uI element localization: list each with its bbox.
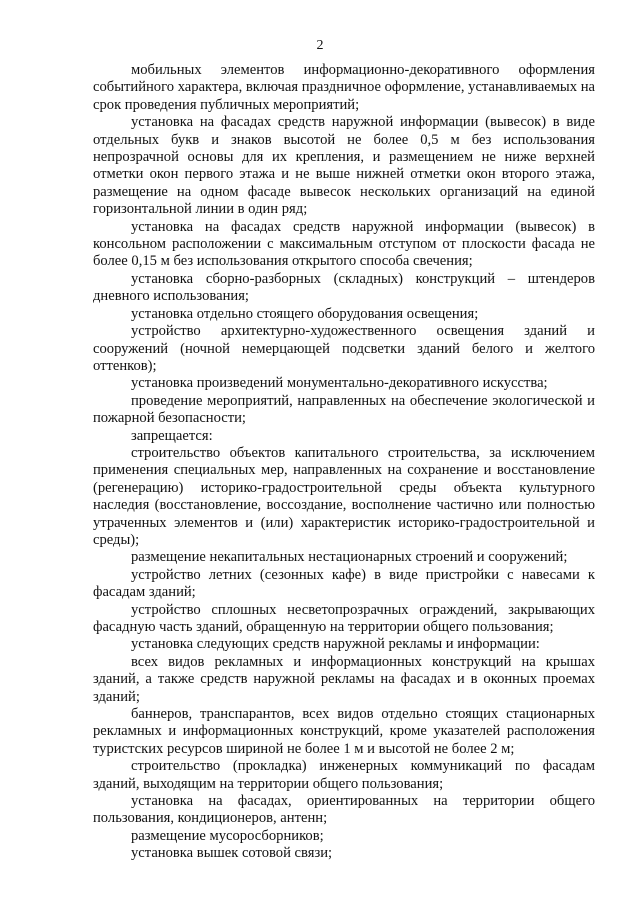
paragraph: всех видов рекламных и информационных конструкций на крышах зданий, а также средств наружной рекламы на фасадах и в оконных проемах зданий; [93,653,595,705]
paragraph: устройство архитектурно-художественного освещения зданий и сооружений (ночной немерцающей подсветки зданий белого и желтого оттенков); [93,323,595,374]
page-number: 2 [316,38,324,53]
paragraph: установка на фасадах средств наружной информации (вывесок) в виде отдельных букв и знаков высотой не более 0,5 м без использования непрозрачной основы для их крепления, и размещением не ниже верхней отметки окон первого этажа и не выше нижней отметки окон второго этажа, размещение на одном фасаде вывесок нескольких организаций на единой горизонтальной линии в один ряд; [93,114,595,218]
paragraph: установка на фасадах средств наружной информации (вывесок) в консольном расположении с максимальным отступом от плоскости фасада не более 0,15 м без использования открытого способа свечения; [93,218,595,270]
paragraph: запрещается: [131,427,213,444]
paragraph: установка следующих средств наружной рекламы и информации: [131,636,540,653]
paragraph: строительство (прокладка) инженерных коммуникаций по фасадам зданий, выходящим на территории общего пользования; [93,758,595,792]
paragraph: баннеров, транспарантов, всех видов отдельно стоящих стационарных рекламных и информационных конструкций, кроме указателей расположения туристских ресурсов шириной не более 1 м и высотой не более 2 м; [93,706,595,757]
paragraph: установка отдельно стоящего оборудования освещения; [131,305,479,322]
paragraph: установка вышек сотовой связи; [131,845,333,862]
paragraph: размещение мусоросборников; [131,827,324,844]
paragraph: установка сборно-разборных (складных) конструкций – штендеров дневного использования; [93,270,595,305]
paragraph: установка на фасадах, ориентированных на территории общего пользования, кондиционеров, антенн; [93,793,595,827]
paragraph: мобильных элементов информационно-декоративного оформления событийного характера, включая праздничное оформление, устанавливаемых на срок проведения публичных мероприятий; [93,62,595,113]
paragraph: размещение некапитальных нестационарных строений и сооружений; [131,549,568,566]
paragraph: устройство летних (сезонных кафе) в виде пристройки с навесами к фасадам зданий; [93,566,595,601]
paragraph: устройство сплошных несветопрозрачных ограждений, закрывающих фасадную часть зданий, обращенную на территории общего пользования; [93,601,595,635]
document-body [93,62,595,863]
paragraph: установка произведений монументально-декоративного искусства; [131,375,548,392]
paragraph: строительство объектов капитального строительства, за исключением применения специальных мер, направленных на сохранение и восстановление (регенерацию) историко-градостроительной среды объекта культурного наследия (восстановление, воссоздание, восполнение частично или полностью утраченных элементов и (или) характеристик историко-градостроительной и среды); [93,444,595,548]
paragraph: проведение мероприятий, направленных на обеспечение экологической и пожарной безопасности; [93,392,595,427]
